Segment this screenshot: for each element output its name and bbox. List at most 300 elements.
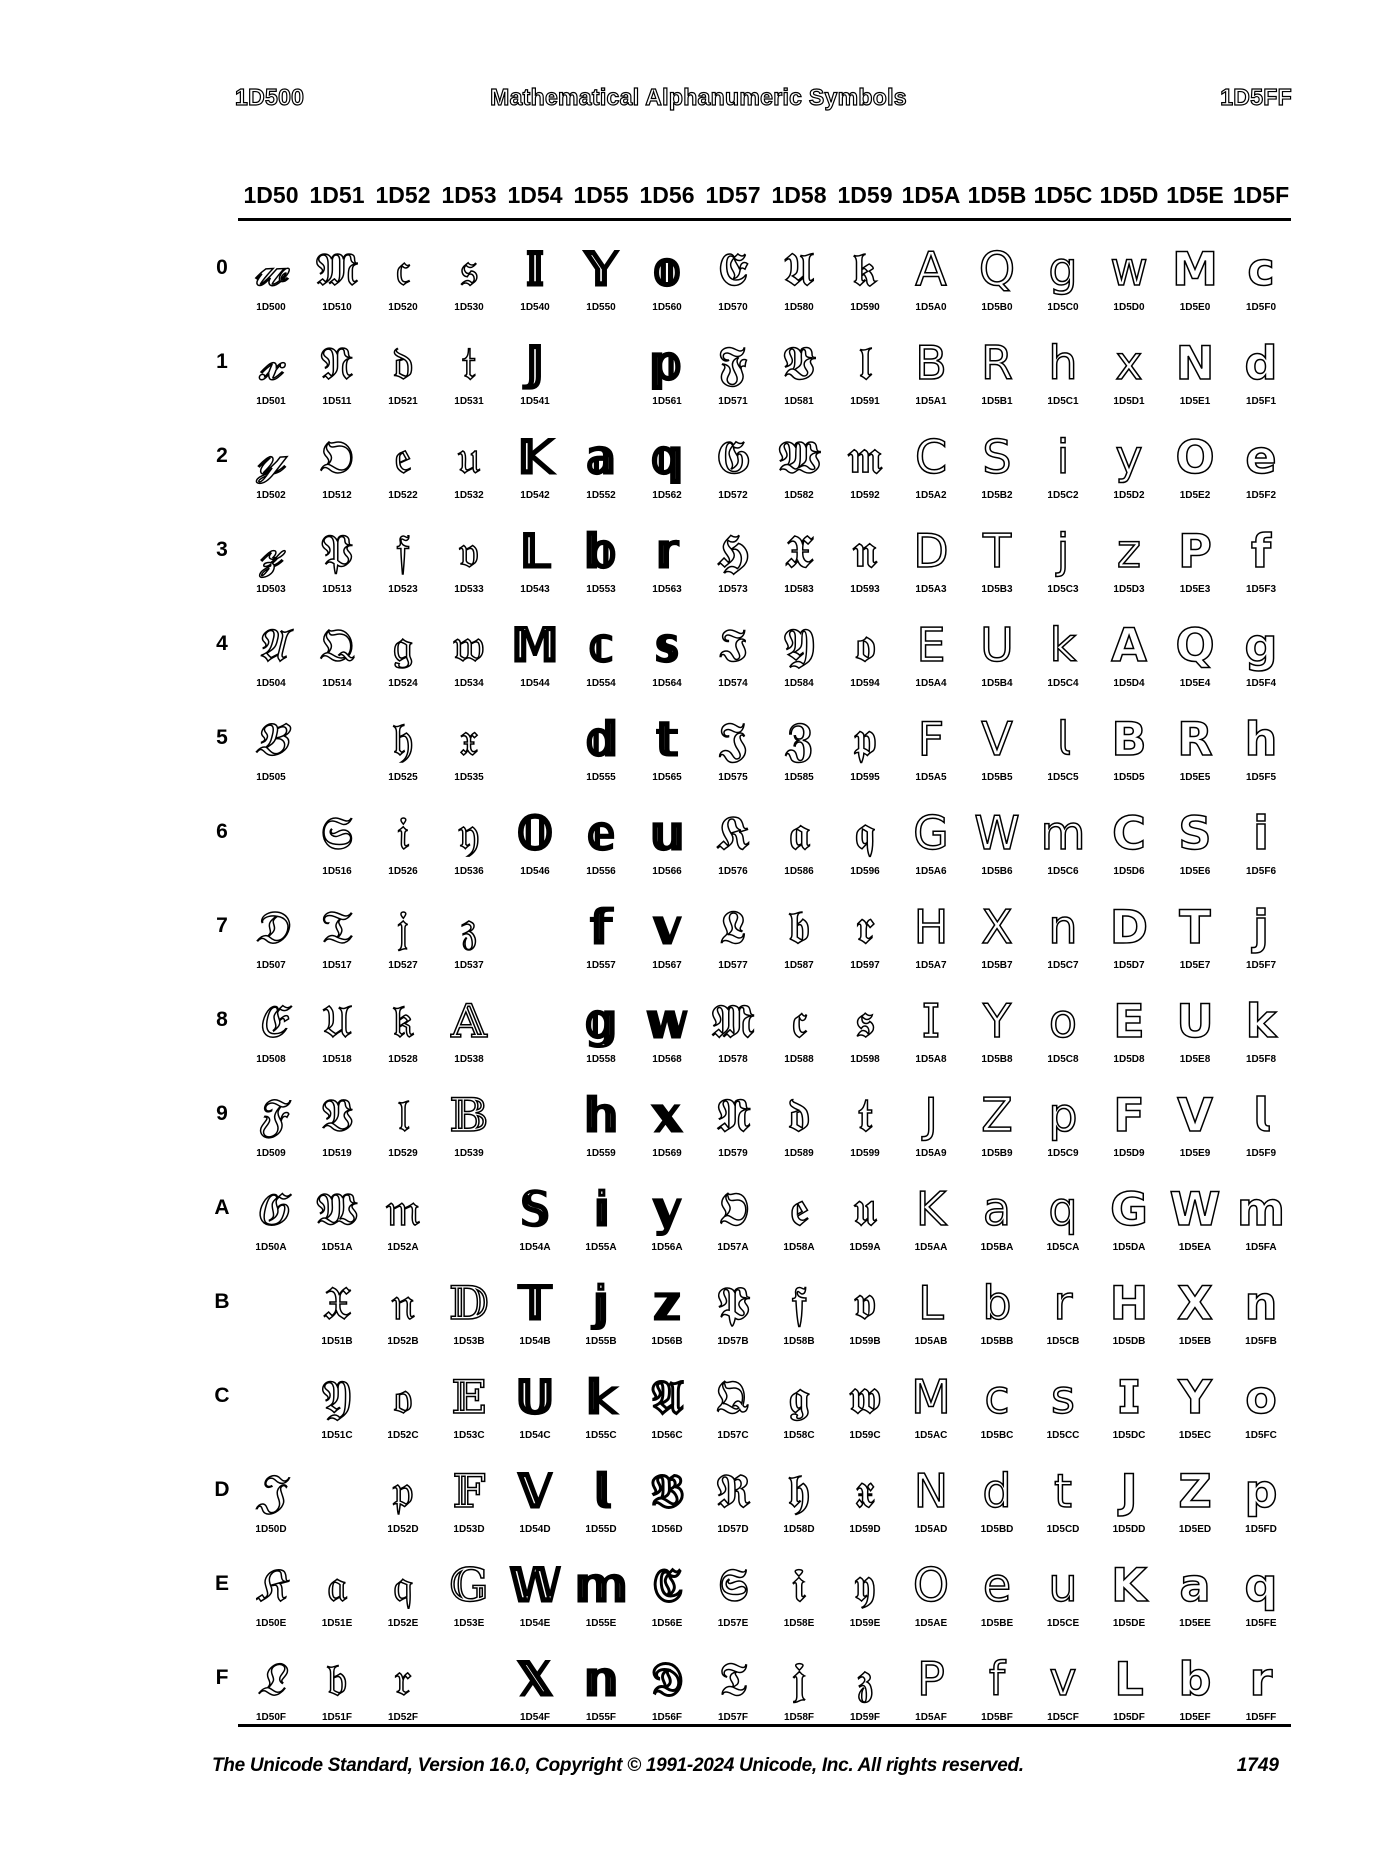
code-point-label: 1D5BE [980, 1618, 1014, 1629]
column-header: 1D59 [837, 182, 893, 208]
code-chart-cell [832, 1084, 898, 1178]
code-point-label: 1D5F0 [1245, 302, 1276, 313]
code-point-label: 1D51C [321, 1430, 353, 1441]
code-point-label: 1D5E6 [1179, 866, 1211, 877]
code-chart-cell [832, 1272, 898, 1366]
character-glyph: 𝔉 [256, 1088, 286, 1142]
code-chart-cell [1096, 1178, 1162, 1272]
character-glyph: 𝗡 [1175, 336, 1215, 390]
character-glyph: 𝔀 [254, 242, 288, 296]
code-point-label: 1D511 [322, 396, 352, 407]
code-chart-cell [898, 1648, 964, 1742]
character-glyph: 𝔼 [451, 1370, 487, 1424]
code-chart-cell [634, 1366, 700, 1460]
code-chart-cell [238, 1178, 304, 1272]
column-header: 1D50 [243, 182, 299, 208]
code-point-label: 1D50D [255, 1524, 287, 1535]
character-glyph: 𝔑 [320, 336, 354, 390]
code-chart-cell [436, 426, 502, 520]
code-chart-cell [436, 1272, 502, 1366]
code-chart-cell [568, 802, 634, 896]
code-point-label: 1D5F3 [1245, 584, 1276, 595]
code-chart-cell [502, 1648, 568, 1742]
code-point-label: 1D5BB [980, 1336, 1014, 1347]
code-chart-cell [634, 426, 700, 520]
code-chart-cell [898, 520, 964, 614]
page-number: 1749 [1236, 1755, 1279, 1776]
character-glyph: 𝖣 [913, 524, 949, 578]
code-point-label: 1D562 [652, 490, 682, 501]
code-chart-cell [766, 1648, 832, 1742]
character-glyph: 𝔁 [258, 336, 284, 390]
code-chart-cell [898, 708, 964, 802]
character-glyph: 𝗴 [1244, 618, 1278, 672]
character-glyph: 𝗾 [1244, 1558, 1278, 1612]
code-chart-cell [700, 1178, 766, 1272]
code-chart-cell [898, 614, 964, 708]
code-chart-cell [832, 520, 898, 614]
code-point-label: 1D5E8 [1179, 1054, 1211, 1065]
code-point-label: 1D519 [322, 1148, 352, 1159]
character-glyph: 𝔈 [256, 994, 286, 1048]
code-chart-cell [964, 1460, 1030, 1554]
character-glyph: 𝖶 [974, 806, 1020, 860]
code-chart-cell [304, 520, 370, 614]
code-point-label: 1D5C8 [1047, 1054, 1079, 1065]
character-glyph: 𝕥 [656, 713, 678, 765]
code-chart-cell [304, 238, 370, 332]
code-chart-cell [700, 990, 766, 1084]
code-point-label: 1D597 [850, 960, 880, 971]
character-glyph: 𝖤 [916, 618, 946, 672]
code-chart-cell [1030, 426, 1096, 520]
character-glyph: 𝕌 [515, 1371, 555, 1423]
code-chart-cell [964, 1084, 1030, 1178]
code-point-label: 1D552 [586, 490, 616, 501]
code-chart-cell [370, 332, 436, 426]
character-glyph: 𝕧 [653, 901, 681, 953]
code-point-label: 1D541 [520, 396, 550, 407]
character-glyph: 𝕹 [715, 1088, 751, 1142]
character-glyph: 𝕸 [711, 994, 755, 1048]
character-glyph: 𝗈 [1048, 994, 1078, 1048]
code-chart-cell [700, 1554, 766, 1648]
code-chart-cell [238, 1460, 304, 1554]
code-chart-cell [1228, 1460, 1294, 1554]
code-chart-cell [1162, 1554, 1228, 1648]
code-chart-cell [568, 426, 634, 520]
code-point-label: 1D584 [784, 678, 814, 689]
character-glyph: 𝗐 [1110, 242, 1148, 296]
code-chart-cell [832, 426, 898, 520]
code-chart-cell [238, 238, 304, 332]
code-chart-cell [634, 990, 700, 1084]
code-chart-cell [238, 614, 304, 708]
code-point-label: 1D5B8 [981, 1054, 1013, 1065]
code-point-label: 1D5E5 [1179, 772, 1211, 783]
character-glyph: 𝖾 [982, 1558, 1012, 1612]
code-point-label: 1D56B [651, 1336, 683, 1347]
character-glyph: 𝔔 [319, 618, 355, 672]
code-chart-cell [634, 332, 700, 426]
code-point-label: 1D52F [387, 1712, 418, 1723]
code-point-label: 1D5B3 [981, 584, 1013, 595]
code-chart-cell [502, 802, 568, 896]
character-glyph: 𝕰 [717, 242, 749, 296]
code-chart-cell [766, 1460, 832, 1554]
code-chart-cell [238, 1648, 304, 1742]
code-point-label: 1D5A5 [915, 772, 947, 783]
code-chart-cell [1030, 238, 1096, 332]
code-point-label: 1D517 [322, 960, 352, 971]
character-glyph: 𝖿 [988, 1652, 1006, 1706]
code-point-label: 1D554 [586, 678, 616, 689]
code-chart-cell [1030, 896, 1096, 990]
code-chart-cell [1030, 1460, 1096, 1554]
code-chart-cell [766, 520, 832, 614]
code-chart-cell [370, 1460, 436, 1554]
character-glyph: 𝔩 [397, 1088, 409, 1142]
code-point-label: 1D5AB [914, 1336, 948, 1347]
column-header: 1D5A [901, 182, 961, 208]
character-glyph: 𝕭 [650, 1465, 684, 1517]
column-header: 1D5B [967, 182, 1027, 208]
character-glyph: 𝕾 [717, 1558, 749, 1612]
code-point-label: 1D55C [585, 1430, 617, 1441]
code-point-label: 1D559 [586, 1148, 616, 1159]
character-glyph: 𝕜 [586, 1371, 616, 1423]
character-glyph: 𝖬 [911, 1370, 951, 1424]
code-chart-cell [898, 990, 964, 1084]
character-glyph: 𝔅 [254, 712, 288, 766]
code-chart-cell [1162, 1272, 1228, 1366]
character-glyph: 𝖒 [847, 430, 883, 484]
code-point-label: 1D5CB [1046, 1336, 1080, 1347]
code-point-label: 1D5E0 [1179, 302, 1211, 313]
character-glyph: 𝕠 [652, 243, 682, 295]
code-point-label: 1D593 [850, 584, 880, 595]
character-glyph: 𝔱 [461, 336, 477, 390]
code-point-label: 1D5C6 [1047, 866, 1079, 877]
code-point-label: 1D527 [388, 960, 418, 971]
code-chart-cell [766, 896, 832, 990]
character-glyph: 𝕄 [511, 619, 559, 671]
code-point-label: 1D55D [585, 1524, 617, 1535]
code-point-label: 1D569 [652, 1148, 682, 1159]
code-chart-cell [1162, 614, 1228, 708]
code-point-label: 1D50E [255, 1618, 287, 1629]
code-point-label: 1D5A0 [915, 302, 947, 313]
code-chart-cell [964, 1366, 1030, 1460]
code-chart-cell [238, 1554, 304, 1648]
code-chart-cell [568, 520, 634, 614]
code-chart-cell [1096, 238, 1162, 332]
row-label: 4 [216, 632, 228, 655]
code-chart-cell [304, 896, 370, 990]
code-point-label: 1D5C1 [1047, 396, 1079, 407]
character-glyph: 𝗽 [1244, 1464, 1278, 1518]
code-chart-cell [898, 332, 964, 426]
code-point-label: 1D51B [321, 1336, 353, 1347]
character-glyph: 𝖠 [915, 242, 947, 296]
character-glyph: 𝖴 [980, 618, 1014, 672]
code-point-label: 1D5C5 [1047, 772, 1079, 783]
code-point-label: 1D5AD [914, 1524, 948, 1535]
code-chart-cell [766, 990, 832, 1084]
character-glyph: 𝔎 [255, 1558, 287, 1612]
character-glyph: 𝗒 [1115, 430, 1143, 484]
character-glyph: 𝗇 [1048, 900, 1078, 954]
code-chart-cell [370, 708, 436, 802]
code-point-label: 1D524 [388, 678, 418, 689]
code-point-label: 1D596 [850, 866, 880, 877]
code-point-label: 1D56A [651, 1242, 683, 1253]
code-point-label: 1D5E9 [1179, 1148, 1211, 1159]
character-glyph: 𝔧 [397, 900, 409, 954]
character-glyph: 𝗣 [1178, 524, 1212, 578]
code-chart-cell [502, 1272, 568, 1366]
code-point-label: 1D56E [651, 1618, 683, 1629]
code-point-label: 1D5DE [1112, 1618, 1146, 1629]
code-point-label: 1D520 [388, 302, 418, 313]
character-glyph: 𝖔 [854, 618, 876, 672]
character-glyph: 𝕴 [718, 618, 748, 672]
code-point-label: 1D55A [585, 1242, 617, 1253]
code-point-label: 1D577 [718, 960, 748, 971]
code-chart-cell [1162, 708, 1228, 802]
code-point-label: 1D5CE [1046, 1618, 1080, 1629]
code-chart-cell [898, 426, 964, 520]
character-glyph: 𝖟 [856, 1652, 874, 1706]
code-chart-cell [898, 238, 964, 332]
code-point-label: 1D575 [718, 772, 748, 783]
code-chart-cell [304, 802, 370, 896]
code-chart-cell [898, 1460, 964, 1554]
row-label: 5 [216, 726, 228, 749]
code-chart-cell [898, 802, 964, 896]
code-chart-cell [502, 1178, 568, 1272]
character-glyph: 𝕦 [649, 807, 684, 859]
code-chart-cell [1030, 1554, 1096, 1648]
code-chart-cell [568, 1272, 634, 1366]
character-glyph: 𝔖 [320, 806, 354, 860]
character-glyph: 𝖌 [788, 1370, 810, 1424]
code-chart-cell [502, 1554, 568, 1648]
code-chart-cell [1228, 1648, 1294, 1742]
character-glyph: 𝖕 [852, 712, 878, 766]
code-point-label: 1D57E [717, 1618, 749, 1629]
code-point-label: 1D589 [784, 1148, 814, 1159]
code-point-label: 1D53D [453, 1524, 485, 1535]
code-point-label: 1D58F [783, 1712, 814, 1723]
code-point-label: 1D5ED [1178, 1524, 1212, 1535]
character-glyph: 𝔇 [253, 900, 289, 954]
code-chart-cell [964, 1178, 1030, 1272]
code-chart-cell [436, 1084, 502, 1178]
code-chart-cell [436, 1460, 502, 1554]
code-point-label: 1D54A [519, 1242, 551, 1253]
code-point-label: 1D52D [387, 1524, 419, 1535]
character-glyph: 𝖼 [984, 1370, 1010, 1424]
character-glyph: 𝕱 [718, 336, 748, 390]
code-point-label: 1D5BD [980, 1524, 1014, 1535]
character-glyph: 𝔏 [257, 1652, 285, 1706]
character-glyph: 𝗟 [1114, 1652, 1144, 1706]
code-chart-cell [1228, 990, 1294, 1084]
code-chart-cell [502, 520, 568, 614]
code-chart-cell [568, 1084, 634, 1178]
character-glyph: 𝔄 [255, 618, 287, 672]
code-point-label: 1D529 [388, 1148, 418, 1159]
character-glyph: 𝖋 [790, 1276, 808, 1330]
character-glyph: 𝕽 [715, 1464, 751, 1518]
code-chart-cell [832, 1178, 898, 1272]
row-label: B [214, 1290, 230, 1313]
code-point-label: 1D536 [454, 866, 484, 877]
column-header: 1D52 [375, 182, 431, 208]
code-chart-cell [832, 614, 898, 708]
character-glyph: 𝖲 [982, 430, 1012, 484]
code-point-label: 1D501 [256, 396, 286, 407]
code-point-label: 1D5B1 [981, 396, 1013, 407]
character-glyph: 𝔰 [460, 242, 478, 296]
range-end-label: 1D5FF [1220, 84, 1292, 110]
code-point-label: 1D5FF [1245, 1712, 1277, 1723]
code-chart-cell [238, 520, 304, 614]
character-glyph: 𝔟 [326, 1652, 348, 1706]
code-point-label: 1D51A [321, 1242, 353, 1253]
character-glyph: 𝔸 [451, 994, 487, 1048]
code-chart-cell [436, 708, 502, 802]
code-chart-cell [238, 708, 304, 802]
character-glyph: 𝖛 [853, 1276, 877, 1330]
code-point-label: 1D516 [322, 866, 352, 877]
code-chart-cell [304, 1366, 370, 1460]
row-label: F [215, 1666, 229, 1689]
character-glyph: 𝖜 [848, 1370, 882, 1424]
code-point-label: 1D5B7 [981, 960, 1013, 971]
character-glyph: 𝕶 [716, 806, 750, 860]
character-glyph: 𝕖 [586, 807, 616, 859]
code-point-label: 1D53E [453, 1618, 485, 1629]
character-glyph: 𝗞 [1111, 1558, 1147, 1612]
code-point-label: 1D52C [387, 1430, 419, 1441]
code-point-label: 1D5FA [1245, 1242, 1277, 1253]
code-point-label: 1D5AF [915, 1712, 947, 1723]
code-chart-cell [898, 1554, 964, 1648]
code-point-label: 1D512 [322, 490, 352, 501]
character-glyph: 𝕤 [655, 619, 679, 671]
code-chart-cell [634, 1272, 700, 1366]
character-glyph: 𝔵 [459, 712, 479, 766]
code-point-label: 1D531 [454, 396, 484, 407]
character-glyph: 𝕐 [584, 243, 618, 295]
code-point-label: 1D5C9 [1047, 1148, 1079, 1159]
character-glyph: 𝗃 [1056, 524, 1070, 578]
character-glyph: 𝗳 [1250, 524, 1271, 578]
character-glyph: 𝕁 [525, 337, 544, 389]
code-point-label: 1D565 [652, 772, 682, 783]
code-chart-cell [1030, 708, 1096, 802]
code-chart-cell [634, 1648, 700, 1742]
character-glyph: 𝗬 [1178, 1370, 1212, 1424]
character-glyph: 𝔦 [397, 806, 409, 860]
code-point-label: 1D521 [388, 396, 418, 407]
character-glyph: 𝔮 [392, 1558, 413, 1612]
character-glyph: 𝗗 [1109, 900, 1149, 954]
character-glyph: 𝗖 [1112, 806, 1146, 860]
column-header-row [238, 182, 1291, 218]
character-glyph: 𝔯 [394, 1652, 412, 1706]
code-point-label: 1D5BC [980, 1430, 1014, 1441]
character-glyph: 𝖞 [854, 1558, 876, 1612]
character-glyph: 𝗆 [1040, 806, 1086, 860]
column-header: 1D53 [441, 182, 497, 208]
character-glyph: 𝗮 [1179, 1558, 1211, 1612]
code-point-label: 1D535 [454, 772, 484, 783]
code-point-label: 1D59C [849, 1430, 881, 1441]
code-point-label: 1D544 [520, 678, 550, 689]
code-point-label: 1D50F [255, 1712, 286, 1723]
code-point-label: 1D591 [850, 396, 880, 407]
character-glyph: 𝔢 [394, 430, 412, 484]
code-point-label: 1D5D4 [1113, 678, 1145, 689]
column-header: 1D5F [1232, 182, 1290, 208]
code-chart-cell [700, 520, 766, 614]
character-glyph: 𝖁 [782, 336, 816, 390]
code-point-label: 1D5A1 [915, 396, 947, 407]
code-point-label: 1D586 [784, 866, 814, 877]
code-chart-cell [634, 896, 700, 990]
character-glyph: 𝕃 [519, 525, 551, 577]
row-label: 8 [216, 1008, 228, 1031]
code-point-label: 1D5A8 [915, 1054, 947, 1065]
code-point-label: 1D528 [388, 1054, 418, 1065]
code-chart-cell [304, 614, 370, 708]
code-chart-cell [634, 614, 700, 708]
character-glyph: 𝔽 [452, 1464, 486, 1518]
code-point-label: 1D56F [651, 1712, 682, 1723]
character-glyph: 𝔓 [320, 524, 354, 578]
code-chart-cell [700, 332, 766, 426]
code-point-label: 1D5AC [914, 1430, 948, 1441]
character-glyph: 𝖪 [915, 1182, 947, 1236]
character-glyph: 𝖅 [784, 712, 814, 766]
code-chart-cell [1162, 990, 1228, 1084]
code-point-label: 1D525 [388, 772, 418, 783]
character-glyph: 𝖸 [982, 994, 1012, 1048]
code-chart-cell [370, 1272, 436, 1366]
code-chart-cell [1096, 1460, 1162, 1554]
column-header: 1D55 [573, 182, 629, 208]
character-glyph: 𝖂 [777, 430, 821, 484]
code-point-label: 1D5EE [1179, 1618, 1211, 1629]
code-chart-cell [964, 802, 1030, 896]
code-chart-cell [370, 614, 436, 708]
character-glyph: 𝕡 [650, 337, 684, 389]
code-point-label: 1D5EF [1179, 1712, 1211, 1723]
code-point-label: 1D5B6 [981, 866, 1013, 877]
code-chart-cell [436, 1366, 502, 1460]
code-point-label: 1D5EC [1178, 1430, 1212, 1441]
character-glyph: 𝕛 [592, 1277, 610, 1329]
character-glyph: 𝖄 [782, 618, 816, 672]
character-glyph: 𝔙 [320, 1088, 354, 1142]
code-chart-cell [1228, 1272, 1294, 1366]
code-point-label: 1D5FC [1245, 1430, 1277, 1441]
code-point-label: 1D58E [783, 1618, 815, 1629]
character-glyph: 𝗨 [1176, 994, 1214, 1048]
